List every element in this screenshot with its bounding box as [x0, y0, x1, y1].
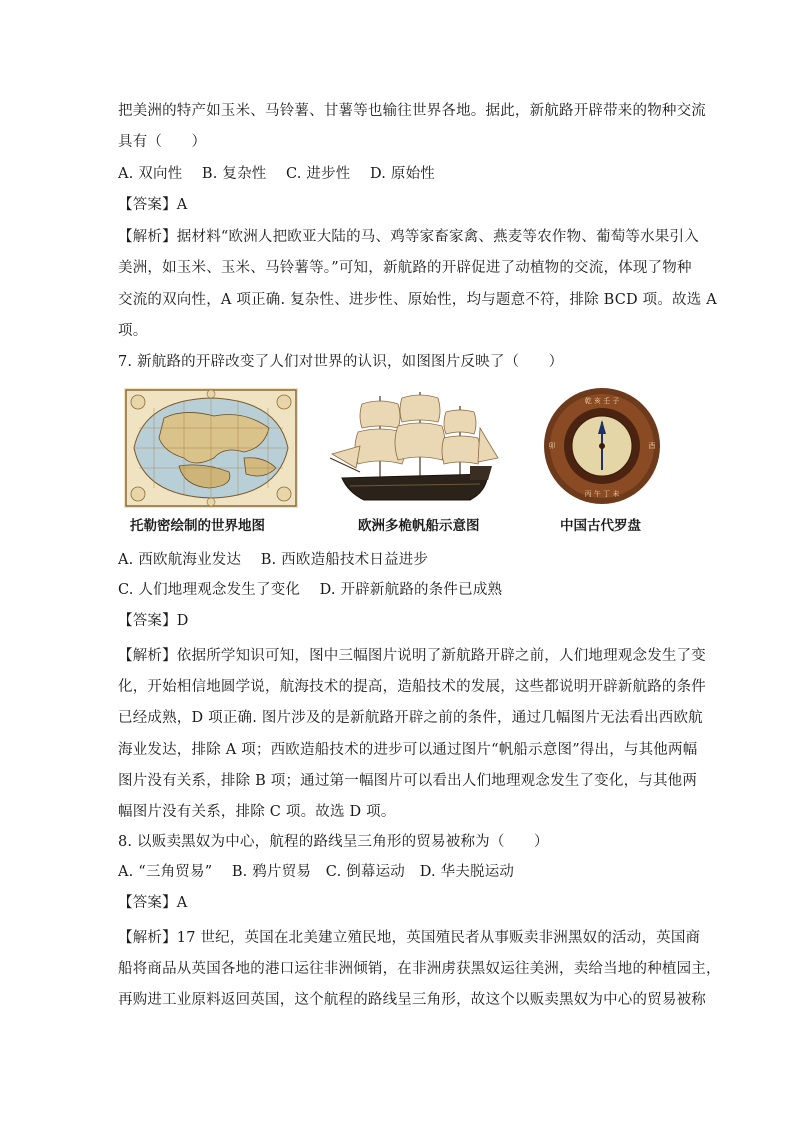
q7-options-cd: C. 人们地理观念发生了变化 D. 开辟新航路的条件已成熟 — [118, 582, 503, 598]
svg-text:丙 午 丁 未: 丙 午 丁 未 — [584, 490, 620, 498]
figure-map — [124, 388, 298, 534]
sailing-ship-icon — [320, 388, 504, 510]
text-line: 项。 — [118, 323, 148, 339]
text-line: 再购进工业原料返回英国，这个航程的路线呈三角形，故这个以贩卖黑奴为中心的贸易被称 — [118, 992, 706, 1008]
text-line: 把美洲的特产如玉米、马铃薯、甘薯等也输往世界各地。据此，新航路开辟带来的物种交流 — [118, 103, 706, 119]
figure-compass — [538, 388, 666, 534]
text-line: 幅图片没有关系，排除 C 项。故选 D 项。 — [118, 804, 396, 820]
figure-caption: 中国古代罗盘 — [560, 518, 641, 534]
text-line: 船将商品从英国各地的港口运往非洲倾销，在非洲虏获黑奴运往美洲，卖给当地的种植园主， — [118, 961, 721, 977]
q8-question: 8. 以贩卖黑奴为中心，航程的路线呈三角形的贸易被称为（ ） — [118, 834, 549, 850]
text-line: 交流的双向性，A 项正确. 复杂性、进步性、原始性，均与题意不符，排除 BCD 项。故选 A — [118, 292, 717, 308]
text-line: 美洲，如玉米、玉米、马铃薯等。”可知，新航路的开辟促进了动植物的交流，体现了物种 — [118, 260, 692, 276]
figure-caption: 欧洲多桅帆船示意图 — [358, 518, 480, 534]
q7-answer: 【答案】D — [118, 613, 189, 629]
text-line: 【解析】17 世纪，英国在北美建立殖民地，英国殖民者从事贩卖非洲黑奴的活动，英国商 — [118, 930, 701, 946]
ptolemy-world-map-icon — [124, 388, 298, 508]
q8-options: A. “三角贸易” B. 鸦片贸易 C. 倒幕运动 D. 华夫脱运动 — [118, 864, 515, 880]
svg-text:乾 亥 壬 子: 乾 亥 壬 子 — [584, 397, 620, 405]
text-line: 【解析】据材料“欧洲人把欧亚大陆的马、鸡等家畜家禽、燕麦等农作物、葡萄等水果引入 — [118, 229, 699, 245]
svg-text:卯: 卯 — [548, 442, 556, 450]
q7-question: 7. 新航路的开辟改变了人们对世界的认识，如图图片反映了（ ） — [118, 354, 564, 370]
text-line: 化，开始相信地圆学说，航海技术的提高，造船技术的发展，这些都说明开辟新航路的条件 — [118, 679, 706, 695]
text-line: 图片没有关系，排除 B 项；通过第一幅图片可以看出人们地理观念发生了变化，与其他两 — [118, 773, 698, 789]
chinese-compass-icon — [538, 388, 666, 510]
text-line: 【解析】依据所学知识可知，图中三幅图片说明了新航路开辟之前，人们地理观念发生了变 — [118, 648, 706, 664]
figure-ship — [320, 388, 504, 534]
figure-row — [118, 388, 678, 536]
q6-options: A. 双向性 B. 复杂性 C. 进步性 D. 原始性 — [118, 166, 436, 182]
q7-options-ab: A. 西欧航海业发达 B. 西欧造船技术日益进步 — [118, 552, 429, 568]
text-line: 海业发达，排除 A 项；西欧造船技术的进步可以通过图片“帆船示意图”得出，与其他两幅 — [118, 742, 698, 758]
q8-answer: 【答案】A — [118, 895, 188, 911]
q6-answer: 【答案】A — [118, 197, 188, 213]
text-line: 具有（ ） — [118, 134, 207, 150]
figure-caption: 托勒密绘制的世界地图 — [130, 518, 265, 534]
svg-text:酉: 酉 — [648, 442, 656, 450]
text-line: 已经成熟，D 项正确. 图片涉及的是新航路开辟之前的条件，通过几幅图片无法看出西欧航 — [118, 710, 703, 726]
